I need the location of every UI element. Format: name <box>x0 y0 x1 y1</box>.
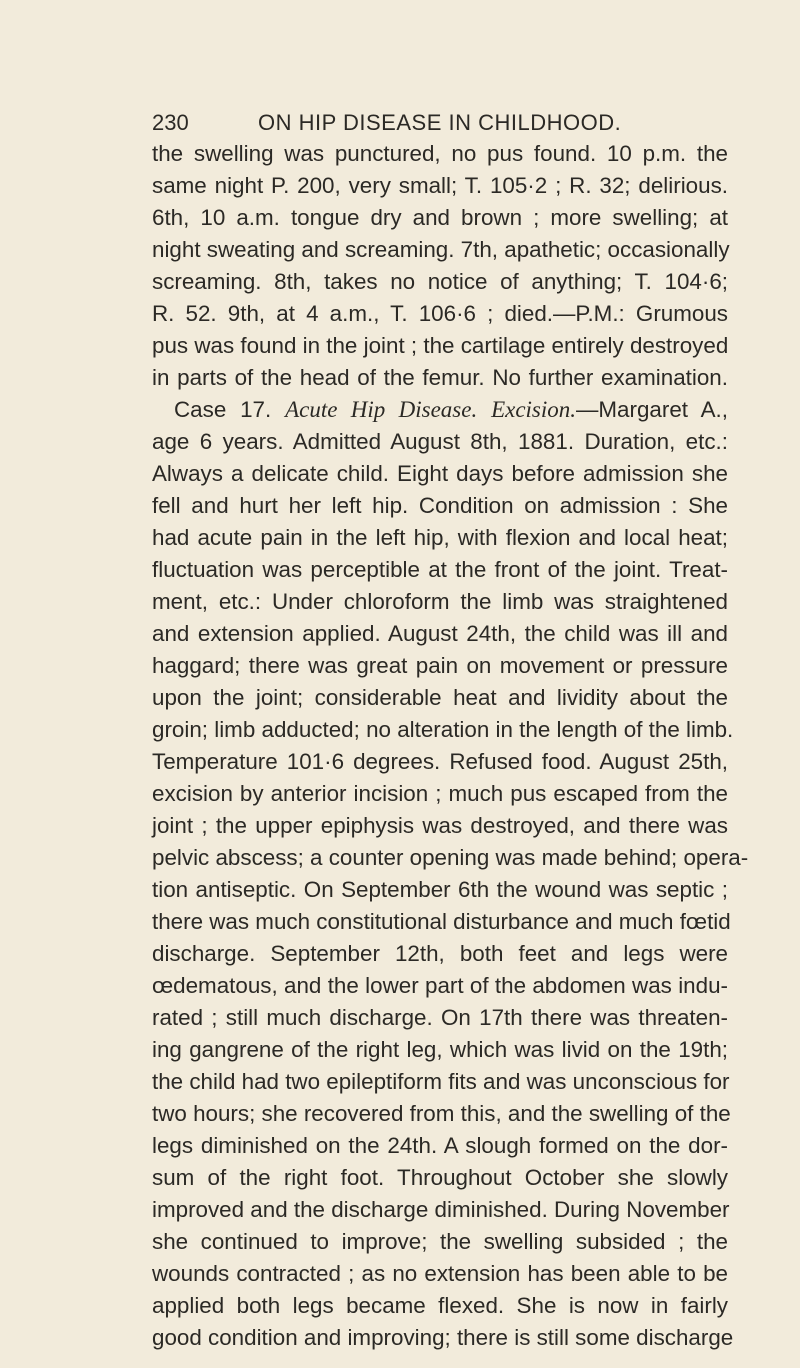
text-line: discharge. September 12th, both feet and legs were <box>152 941 728 966</box>
running-title: ON HIP DISEASE IN CHILDHOOD. <box>258 110 622 135</box>
text-line: 6th, 10 a.m. tongue dry and brown ; more swelling; at <box>152 205 728 230</box>
text-line: Always a delicate child. Eight days before admission she <box>152 461 728 486</box>
text-line: good condition and improving; there is still some discharge <box>152 1325 734 1350</box>
case-heading-line <box>152 394 728 426</box>
text-line: screaming. 8th, takes no notice of anything; T. 104·6; <box>152 269 728 294</box>
text-line: night sweating and screaming. 7th, apathetic; occasionally <box>152 237 730 262</box>
text-line: upon the joint; considerable heat and lividity about the <box>152 685 728 710</box>
text-line: joint ; the upper epiphysis was destroyed, and there was <box>152 813 728 838</box>
body-text <box>152 138 749 1354</box>
text-line: tion antiseptic. On September 6th the wound was septic ; <box>152 877 728 902</box>
case-patient: —Margaret A., <box>576 397 728 422</box>
text-line: haggard; there was great pain on movement or pressure <box>152 653 728 678</box>
text-line: had acute pain in the left hip, with flexion and local heat; <box>152 525 728 550</box>
text-line: ment, etc.: Under chloroform the limb was straightened <box>152 589 728 614</box>
text-line: the swelling was punctured, no pus found. 10 p.m. the <box>152 141 728 166</box>
page-number: 230 <box>152 110 189 135</box>
text-line: excision by anterior incision ; much pus escaped from the <box>152 781 728 806</box>
case-procedure: Excision. <box>491 397 577 422</box>
text-line: R. 52. 9th, at 4 a.m., T. 106·6 ; died.—P.M.: Grumous <box>152 301 728 326</box>
text-line: in parts of the head of the femur. No further examination. <box>152 365 728 390</box>
text-line: Temperature 101·6 degrees. Refused food. August 25th, <box>152 749 728 774</box>
case-number: Case 17. <box>174 397 286 422</box>
text-line: pus was found in the joint ; the cartilage entirely destroyed <box>152 333 729 358</box>
text-line: sum of the right foot. Throughout October she slowly <box>152 1165 728 1190</box>
text-line: pelvic abscess; a counter opening was made behind; opera- <box>152 845 749 870</box>
text-line: fell and hurt her left hip. Condition on admission : She <box>152 493 728 518</box>
text-line: œdematous, and the lower part of the abdomen was indu- <box>152 973 728 998</box>
text-line: legs diminished on the 24th. A slough formed on the dor- <box>152 1133 728 1158</box>
text-line: rated ; still much discharge. On 17th there was threaten- <box>152 1005 728 1030</box>
text-line: the child had two epileptiform fits and was unconscious for <box>152 1069 730 1094</box>
text-line: she continued to improve; the swelling subsided ; the <box>152 1229 728 1254</box>
text-line: applied both legs became flexed. She is now in fairly <box>152 1293 728 1318</box>
text-line: fluctuation was perceptible at the front of the joint. Treat- <box>152 557 728 582</box>
text-line: ing gangrene of the right leg, which was livid on the 19th; <box>152 1037 728 1062</box>
text-line: wounds contracted ; as no extension has been able to be <box>152 1261 728 1286</box>
text-line: there was much constitutional disturbance and much fœtid <box>152 909 731 934</box>
text-line: same night P. 200, very small; T. 105·2 ; R. 32; delirious. <box>152 173 728 198</box>
text-line: two hours; she recovered from this, and the swelling of the <box>152 1101 731 1126</box>
page-header <box>152 110 727 140</box>
text-line: age 6 years. Admitted August 8th, 1881. Duration, etc.: <box>152 429 728 454</box>
text-line: groin; limb adducted; no alteration in the length of the limb. <box>152 717 734 742</box>
text-line: improved and the discharge diminished. During November <box>152 1197 730 1222</box>
text-line: and extension applied. August 24th, the child was ill and <box>152 621 728 646</box>
case-title: Acute Hip Disease. <box>285 397 478 422</box>
